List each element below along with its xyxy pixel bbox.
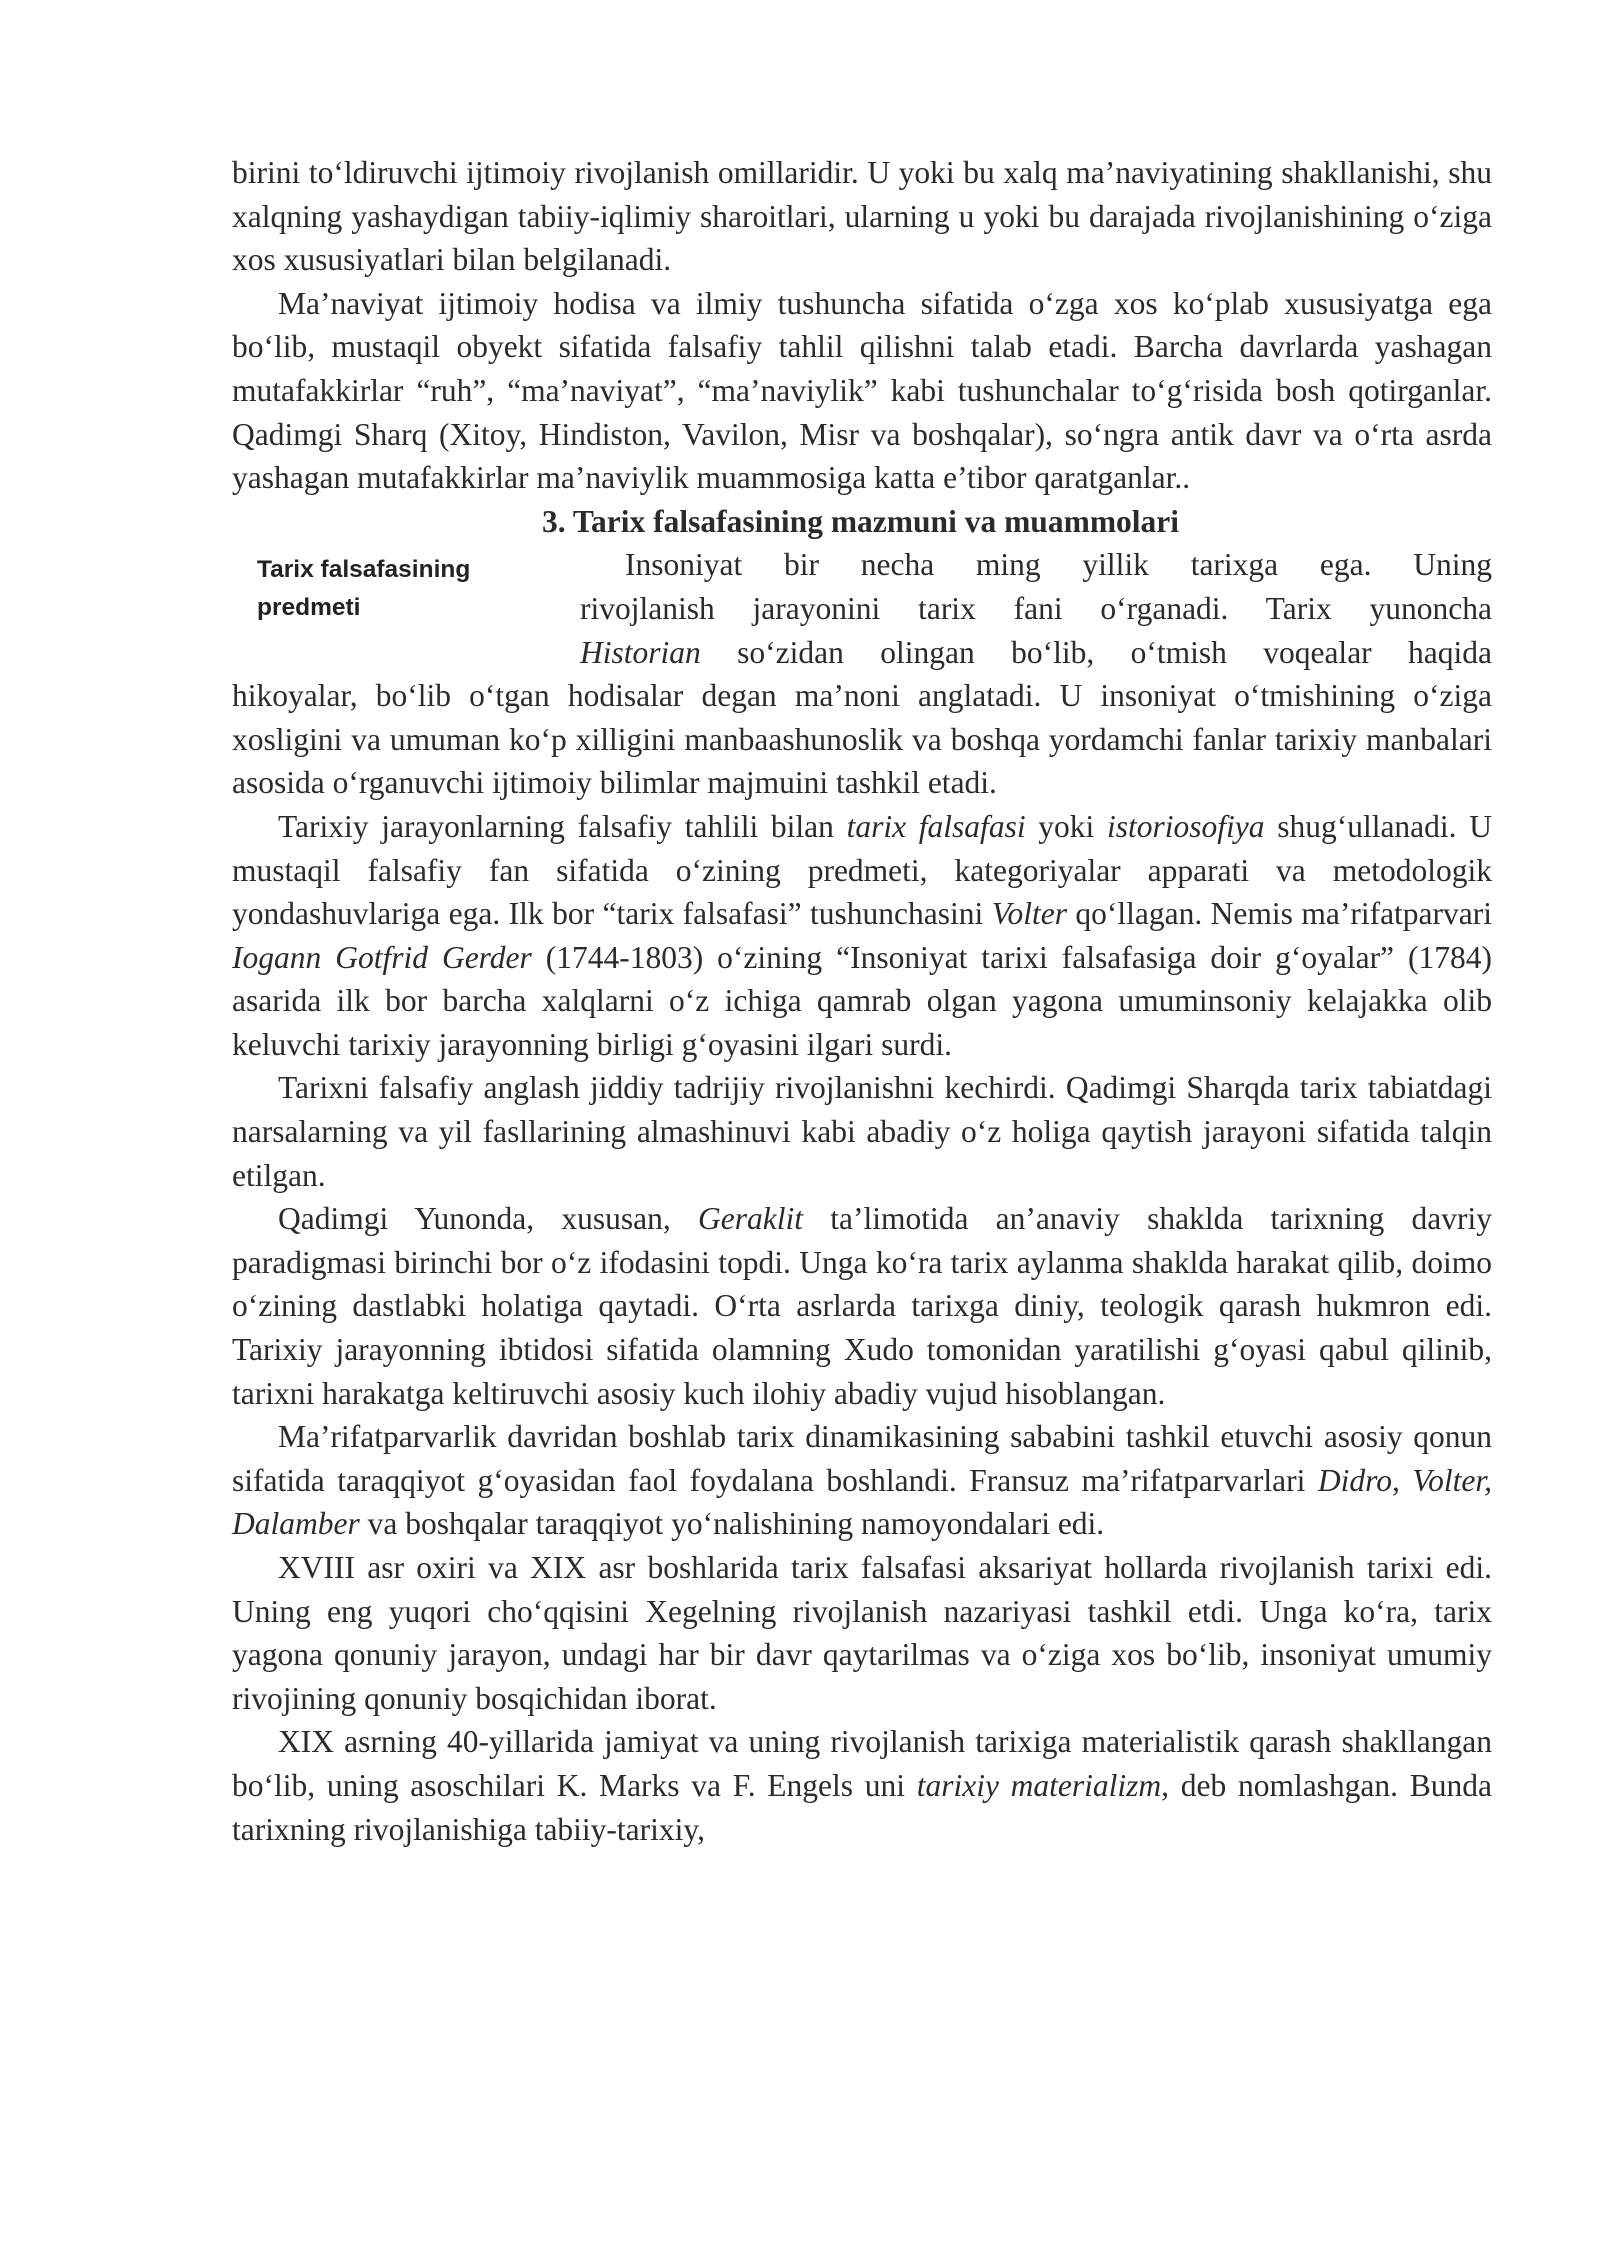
text-block-bottom <box>232 674 1492 1851</box>
italic-term: istoriosofiya <box>1106 808 1265 844</box>
text-run: XVIII asr oxiri va XIX asr boshlarida tarix falsafasi aksariyat hollarda rivojlanish tarixi edi. Uning eng yuqori cho‘qqisini Xegelning rivojlanish nazariyasi tashkil etdi. Unga ko‘ra, tarix yagona qonuniy jarayon, undagi har bir davr qaytarilmas va o‘ziga xos bo‘lib, insoniyat umumiy rivojining qonuniy bosqichidan iborat. <box>232 1550 1492 1716</box>
lead-paragraph <box>580 543 1492 674</box>
italic-term: tarix falsafasi <box>846 808 1026 844</box>
text-run: hikoyalar, bo‘lib o‘tgan hodisalar degan ma’noni anglatadi. U insoniyat o‘tmishining o‘ziga xosligini va umuman ko‘p xilligini manbaashunoslik va boshqa yordamchi fanlar tarixiy manbalari asosida o‘rganuvchi ijtimoiy bilimlar majmuini tashkil etadi. <box>232 678 1492 801</box>
text-run: XIX asrning 40-yillarida jamiyat va uning rivojlanish tarixiga materialistik qarash shakllangan bo‘lib, uning asoschilari K. Marks va F. Engels uni <box>232 1724 1492 1803</box>
text-run: yoki <box>1025 808 1107 844</box>
paragraph <box>232 674 1492 805</box>
text-run: Qadimgi Yunonda, xususan, <box>278 1201 699 1237</box>
paragraph <box>232 1415 1492 1546</box>
text-run: qo‘llagan. Nemis ma’rifatparvari <box>1066 896 1492 932</box>
italic-term: Didro, Volter, Dalamber <box>232 1462 1492 1542</box>
italic-term: Volter <box>991 896 1067 932</box>
italic-term: tarixiy materializm, <box>916 1767 1170 1803</box>
italic-term: Geraklit <box>698 1201 803 1237</box>
paragraph <box>232 282 1492 500</box>
italic-term: Historian <box>580 634 701 670</box>
paragraph <box>232 151 1492 282</box>
paragraph <box>232 805 1492 1067</box>
margin-note: Tarix falsafasining predmeti <box>257 556 471 622</box>
text-run: shug‘ullanadi. U mustaqil falsafiy fan sifatida o‘zining predmeti, kategoriyalar apparati va metodologik yondashuvlariga ega. Ilk bor “tarix falsafasi” tushunchasini <box>232 808 1492 932</box>
italic-term: Iogann Gotfrid Gerder <box>232 939 532 975</box>
text-run: Ma’naviyat ijtimoiy hodisa va ilmiy tushuncha sifatida o‘zga xos ko‘plab xususiyatga ega bo‘lib, mustaqil obyekt sifatida falsafiy tahlil qilishni talab etadi. Barcha davrlarda yashagan mutafakkirlar “ruh”, “ma’naviyat”, “ma’naviylik” kabi tushunchalar to‘g‘risida bosh qotirganlar. Qadimgi Sharq (Xitoy, Hindiston, Vavilon, Misr va boshqalar), so‘ngra antik davr va o‘rta asrda yashagan mutafakkirlar ma’naviylik muammosiga katta e’tibor qaratganlar.. <box>232 285 1492 496</box>
text-run: rivojlanish jarayonini tarix fani o‘rganadi. Tarix yunoncha <box>580 590 1492 626</box>
section-heading: 3. Tarix falsafasining mazmuni va muammolari <box>542 503 1180 539</box>
lead-block <box>232 543 1492 674</box>
paragraph <box>232 1197 1492 1415</box>
text-run: va boshqalar taraqqiyot yo‘nalishining namoyondalari edi. <box>359 1506 1105 1542</box>
text-run: (1744-1803) o‘zining “Insoniyat tarixi falsafasiga doir g‘oyalar” (1784) asarida ilk bor barcha xalqlarni o‘z ichiga qamrab olgan yagona umuminsoniy kelajakka olib keluvchi tarixiy jarayonning birligi g‘oyasini ilgari surdi. <box>232 939 1492 1062</box>
text-run: Ma’rifatparvarlik davridan boshlab tarix dinamikasining sababini tashkil etuvchi asosiy qonun sifatida taraqqiyot g‘oyasidan faol foydalana boshlandi. Fransuz ma’rifatparvarlari <box>232 1419 1492 1498</box>
paragraph <box>232 1066 1492 1197</box>
text-run: deb nomlashgan. Bunda tarixning rivojlanishiga tabiiy-tarixiy, <box>232 1767 1492 1847</box>
lead-line <box>580 587 1492 631</box>
document-page <box>232 151 1492 1851</box>
paragraph <box>232 1720 1492 1851</box>
text-block-top <box>232 151 1492 500</box>
paragraph <box>232 1546 1492 1720</box>
text-run: Tarixni falsafiy anglash jiddiy tadrijiy rivojlanishni kechirdi. Qadimgi Sharqda tarix tabiatdagi narsalarning va yil fasllarining almashinuvi kabi abadiy o‘z holiga qaytish jarayoni sifatida talqin etilgan. <box>232 1070 1492 1193</box>
text-run: birini to‘ldiruvchi ijtimoiy rivojlanish omillaridir. U yoki bu xalq ma’naviyatining shakllanishi, shu xalqning yashaydigan tabiiy-iqlimiy sharoitlari, ularning u yoki bu darajada rivojlanishining o‘ziga xos xususiyatlari bilan belgilanadi. <box>232 155 1492 278</box>
text-run: Insoniyat bir necha ming yillik tarixga ega. Uning <box>625 547 1492 583</box>
lead-line <box>580 543 1492 587</box>
lead-line <box>580 631 1492 675</box>
text-run: so‘zidan olingan bo‘lib, o‘tmish voqealar haqida <box>700 634 1492 670</box>
text-run: Tarixiy jarayonlarning falsafiy tahlili bilan <box>278 808 847 844</box>
text-run: ta’limotida an’anaviy shaklda tarixning davriy paradigmasi birinchi bor o‘z ifodasini topdi. Unga ko‘ra tarix aylanma shaklda harakat qilib, doimo o‘zining dastlabki holatiga qaytadi. O‘rta asrlarda tarixga diniy, teologik qarash hukmron edi. Tarixiy jarayonning ibtidosi sifatida olamning Xudo tomonidan yaratilishi g‘oyasi qabul qilinib, tarixni harakatga keltiruvchi asosiy kuch ilohiy abadiy vujud hisoblangan. <box>232 1201 1492 1411</box>
